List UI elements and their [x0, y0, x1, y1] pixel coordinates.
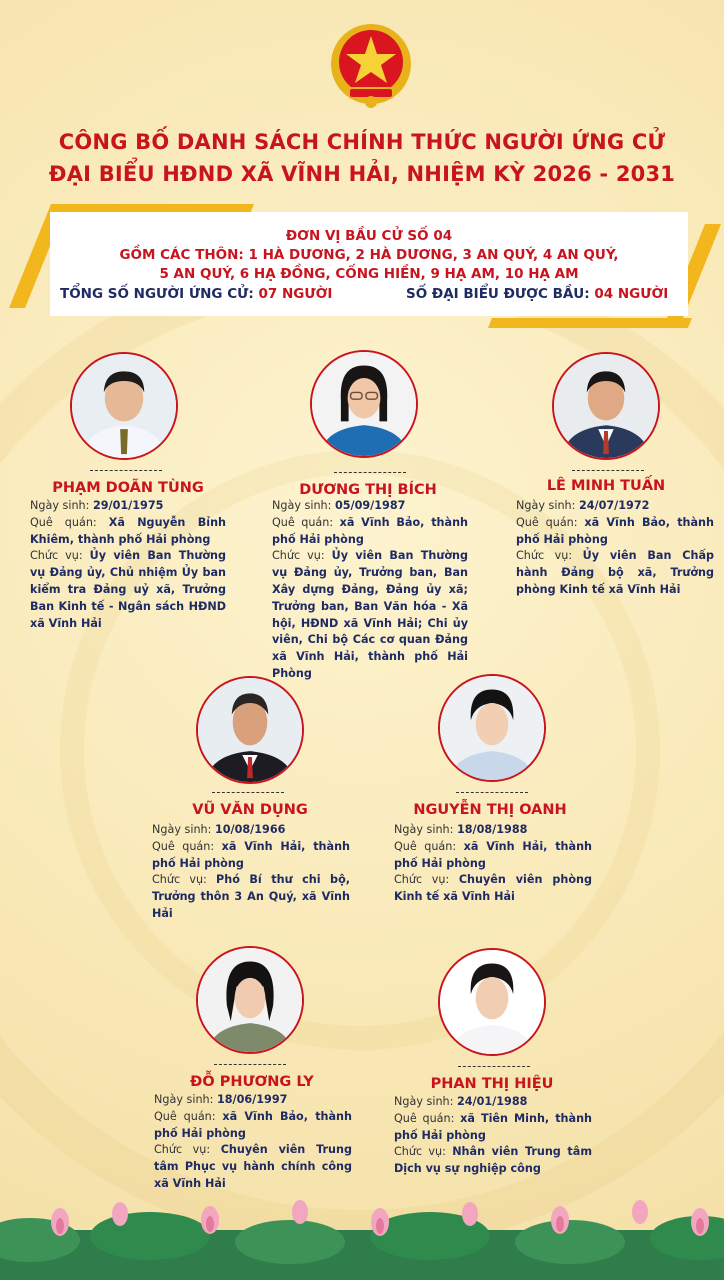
position-value: Phó Bí thư chi bộ, Trưởng thôn 3 An Quý, xã Vĩnh Hải [152, 873, 351, 920]
divider [334, 472, 406, 473]
candidate-name-5: NGUYỄN THỊ OANH [413, 802, 567, 818]
hometown-value: Xã Nguyễn Bỉnh Khiêm, thành phố Hải phòng [30, 515, 226, 546]
lotus-decoration-icon [0, 1190, 724, 1280]
position-value: Chuyên viên Trung tâm Phục vụ hành chính công xã Vĩnh Hải [154, 1143, 352, 1190]
candidate-photo-2 [310, 350, 418, 458]
position-label: Chức vụ: [394, 873, 450, 887]
candidate-name-1: PHẠM DOÃN TÙNG [52, 480, 204, 496]
dob-label: Ngày sinh: [152, 823, 212, 836]
position-label: Chức vụ: [152, 873, 207, 887]
candidate-info-6 [154, 1092, 352, 1193]
candidate-photo-7 [438, 948, 546, 1056]
villages-line-2: 5 AN QUÝ, 6 HẠ ĐỒNG, CỐNG HIỀN, 9 HẠ AM, 10 HẠ AM [159, 266, 579, 282]
position-label: Chức vụ: [394, 1145, 446, 1159]
portrait-man-3 [554, 354, 658, 458]
total-label: TỔNG SỐ NGƯỜI ỨNG CỬ: [60, 286, 254, 302]
hometown-label: Quê quán: [394, 839, 457, 853]
candidate-photo-1 [70, 352, 178, 460]
hometown-value: xã Vĩnh Bảo, thành phố Hải phòng [154, 1109, 352, 1140]
divider [214, 1064, 286, 1065]
hometown-label: Quê quán: [272, 515, 334, 529]
title-line-2: ĐẠI BIỂU HĐND XÃ VĨNH HẢI, NHIỆM KỲ 2026 - 2031 [48, 162, 676, 186]
candidate-name-6: ĐỖ PHƯƠNG LY [190, 1074, 314, 1090]
banner-stripe-bottom [488, 318, 692, 328]
total-candidates [60, 286, 332, 302]
hometown-label: Quê quán: [152, 839, 215, 853]
hometown-label: Quê quán: [394, 1111, 455, 1125]
hometown-label: Quê quán: [154, 1109, 216, 1123]
candidate-info-4 [152, 822, 350, 923]
divider [458, 1066, 530, 1067]
hometown-value: xã Vĩnh Bảo, thành phố Hải phòng [516, 515, 714, 546]
candidate-info-7 [394, 1094, 592, 1178]
position-value: Ủy viên Ban Thường vụ Đảng ủy, Trưởng ban, Ban Xây dựng Đảng, Đảng ủy xã; Trưởng ban, Ban Văn hóa - Xã hội, HĐND xã Vĩnh Hải; Chi ủy viên, Chi bộ Các cơ quan Đảng xã Vĩnh Hải, thành phố Hải Phòng [272, 549, 468, 680]
candidate-photo-4 [196, 676, 304, 784]
dob-value: 24/01/1988 [456, 1095, 528, 1108]
portrait-woman-6 [198, 948, 302, 1052]
unit-title: ĐƠN VỊ BẦU CỬ SỐ 04 [285, 228, 453, 244]
position-value: Chuyên viên phòng Kinh tế xã Vĩnh Hải [394, 873, 593, 904]
portrait-woman-2 [312, 352, 416, 456]
dob-value: 10/08/1966 [214, 823, 286, 836]
divider [456, 792, 528, 793]
dob-value: 18/08/1988 [456, 823, 528, 836]
portrait-man-4 [198, 678, 302, 782]
position-label: Chức vụ: [30, 549, 83, 563]
seats-value: 04 NGƯỜI [594, 286, 669, 302]
candidate-name-3: LÊ MINH TUẤN [546, 478, 666, 494]
title-line-1: CÔNG BỐ DANH SÁCH CHÍNH THỨC NGƯỜI ỨNG CỬ [58, 130, 666, 154]
hometown-label: Quê quán: [30, 515, 97, 529]
divider [90, 470, 162, 471]
total-value: 07 NGƯỜI [258, 286, 333, 302]
dob-label: Ngày sinh: [394, 823, 454, 836]
dob-label: Ngày sinh: [154, 1093, 214, 1106]
hometown-value: xã Vĩnh Hải, thành phố Hải phòng [394, 839, 592, 870]
position-value: Ủy viên Ban Chấp hành Đảng bộ xã, Trưởng phòng Kinh tế xã Vĩnh Hải [516, 549, 715, 596]
candidate-photo-5 [438, 674, 546, 782]
dob-label: Ngày sinh: [272, 499, 332, 512]
candidate-info-2 [272, 498, 468, 683]
portrait-woman-7 [440, 950, 544, 1054]
national-emblem-icon [327, 22, 415, 110]
candidate-photo-6 [196, 946, 304, 1054]
divider [212, 792, 284, 793]
position-value: Nhân viên Trung tâm Dịch vụ sự nghiệp công [394, 1145, 592, 1176]
candidate-info-3 [516, 498, 714, 599]
hometown-value: xã Vĩnh Bảo, thành phố Hải phòng [272, 515, 469, 546]
seats-label: SỐ ĐẠI BIỂU ĐƯỢC BẦU: [406, 286, 590, 302]
position-label: Chức vụ: [516, 549, 573, 563]
position-value: Ủy viên Ban Thường vụ Đảng ủy, Chủ nhiệm Ủy ban kiểm tra Đảng uỷ xã, Trưởng Ban Kinh tế - Ngân sách HĐND xã Vĩnh Hải [30, 549, 226, 630]
dob-value: 29/01/1975 [92, 499, 164, 512]
villages-line-1: GỒM CÁC THÔN: 1 HÀ DƯƠNG, 2 HÀ DƯƠNG, 3 AN QUÝ, 4 AN QUÝ, [119, 247, 619, 263]
dob-label: Ngày sinh: [394, 1095, 454, 1108]
position-label: Chức vụ: [154, 1143, 211, 1157]
election-unit-banner [50, 212, 688, 316]
candidate-info-5 [394, 822, 592, 906]
hometown-value: xã Tiên Minh, thành phố Hải phòng [394, 1111, 592, 1142]
hometown-label: Quê quán: [516, 515, 578, 529]
position-label: Chức vụ: [272, 549, 325, 563]
portrait-woman-5 [440, 676, 544, 780]
candidate-name-7: PHAN THỊ HIỆU [430, 1076, 554, 1092]
dob-value: 24/07/1972 [578, 499, 650, 512]
dob-label: Ngày sinh: [516, 499, 576, 512]
divider [572, 470, 644, 471]
candidate-info-1 [30, 498, 226, 632]
candidate-name-4: VŨ VĂN DỤNG [192, 802, 308, 818]
seats-count [406, 286, 668, 302]
dob-value: 18/06/1997 [216, 1093, 288, 1106]
candidate-photo-3 [552, 352, 660, 460]
portrait-man-1 [72, 354, 176, 458]
dob-value: 05/09/1987 [334, 499, 406, 512]
candidate-name-2: DƯƠNG THỊ BÍCH [299, 482, 437, 498]
hometown-value: xã Vĩnh Hải, thành phố Hải phòng [152, 839, 350, 870]
dob-label: Ngày sinh: [30, 499, 90, 512]
